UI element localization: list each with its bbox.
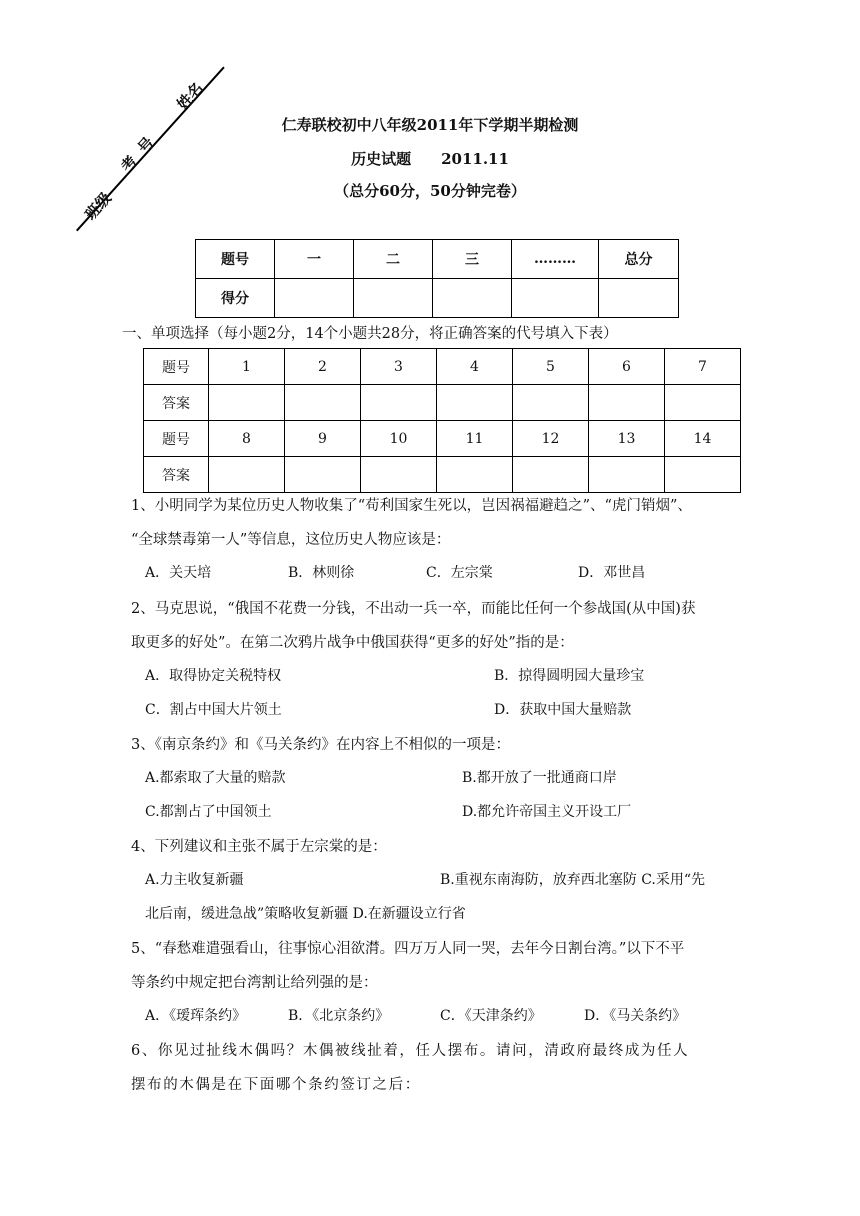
answer-cell[interactable] <box>513 457 589 493</box>
school-title: 仁寿联校初中八年级2011年下学期半期检测 <box>281 116 579 134</box>
score-table-points-row <box>196 279 679 318</box>
score-input-cell[interactable] <box>512 279 599 318</box>
answer-cell[interactable] <box>209 457 285 493</box>
q5-option-c: C．《天津条约》 <box>440 1008 542 1024</box>
q4-stem: 4、下列建议和主张不属于左宗棠的是： <box>131 839 387 855</box>
table-row <box>144 385 741 421</box>
question-number: 5 <box>513 349 589 385</box>
question-number: 4 <box>437 349 513 385</box>
question-number: 6 <box>589 349 665 385</box>
question-number: 3 <box>361 349 437 385</box>
q1-stem-line1: 1、小明同学为某位历史人物收集了“苟利国家生死以，岂因祸福避趋之”、“虎门销烟”、 <box>131 498 692 514</box>
q4-option-a: A.力主收复新疆 <box>145 872 244 888</box>
score-cell: ……… <box>512 240 599 279</box>
table-row <box>144 421 741 457</box>
subject-title: 历史试题 <box>351 150 412 168</box>
q5-option-d: D．《马关条约》 <box>584 1008 687 1024</box>
score-input-cell[interactable] <box>599 279 679 318</box>
section1-heading: 一、单项选择（每小题2分，14个小题共28分，将正确答案的代号填入下表） <box>122 326 618 342</box>
exam-note: （总分60分，50分钟完卷） <box>334 182 526 200</box>
answer-cell[interactable] <box>285 385 361 421</box>
q6-stem-line1: 6、你见过扯线木偶吗？木偶被线扯着，任人摆布。请问，清政府最终成为任人 <box>131 1043 690 1059</box>
answer-cell[interactable] <box>513 385 589 421</box>
row-label: 答案 <box>144 385 209 421</box>
question-number: 7 <box>665 349 741 385</box>
q1-stem-line2: “全球禁毒第一人”等信息，这位历史人物应该是： <box>131 532 451 548</box>
q2-option-c: C．割占中国大片领土 <box>145 702 282 718</box>
exam-date: 2011.11 <box>441 150 509 168</box>
q2-stem-line1: 2、马克思说，“俄国不花费一分钱，不出动一兵一卒，而能比任何一个参战国(从中国)获 <box>131 601 696 617</box>
subject-line <box>0 148 860 169</box>
q5-option-a: A．《瑷珲条约》 <box>145 1008 247 1024</box>
question-number: 13 <box>589 421 665 457</box>
answer-cell[interactable] <box>209 385 285 421</box>
score-table-header-row <box>196 240 679 279</box>
answer-cell[interactable] <box>665 385 741 421</box>
table-row <box>144 349 741 385</box>
question-number: 1 <box>209 349 285 385</box>
question-number: 8 <box>209 421 285 457</box>
score-cell: 题号 <box>196 240 275 279</box>
question-number: 14 <box>665 421 741 457</box>
q6-stem-line2: 摆布的木偶是在下面哪个条约签订之后： <box>131 1077 421 1093</box>
answer-cell[interactable] <box>589 385 665 421</box>
question-number: 12 <box>513 421 589 457</box>
q1-option-c: C．左宗棠 <box>426 565 493 581</box>
q4-option-line3: 北后南，缓进急战”策略收复新疆 D.在新疆设立行省 <box>145 906 466 922</box>
q2-option-b: B．掠得圆明园大量珍宝 <box>494 668 645 684</box>
answer-cell[interactable] <box>589 457 665 493</box>
score-input-cell[interactable] <box>433 279 512 318</box>
score-cell: 总分 <box>599 240 679 279</box>
q3-option-d: D.都允许帝国主义开设工厂 <box>462 804 632 820</box>
q1-option-d: D．邓世昌 <box>578 565 646 581</box>
q2-option-d: D．获取中国大量赔款 <box>494 702 632 718</box>
exam-number-label: 考号 <box>117 126 165 176</box>
q2-stem-line2: 取更多的好处”。在第二次鸦片战争中俄国获得“更多的好处”指的是： <box>131 635 574 651</box>
q3-option-c: C.都割占了中国领土 <box>145 804 272 820</box>
answer-cell[interactable] <box>665 457 741 493</box>
answer-cell[interactable] <box>361 457 437 493</box>
q3-option-b: B.都开放了一批通商口岸 <box>462 770 617 786</box>
q5-stem-line1: 5、“春愁难遣强看山，往事惊心泪欲潸。四万万人同一哭，去年今日割台湾。”以下不平 <box>131 941 685 957</box>
q5-option-b: B．《北京条约》 <box>288 1008 390 1024</box>
score-table <box>195 239 679 318</box>
q3-stem: 3、《南京条约》和《马关条约》在内容上不相似的一项是： <box>131 737 510 753</box>
q3-option-a: A.都索取了大量的赔款 <box>145 770 286 786</box>
question-number: 9 <box>285 421 361 457</box>
answer-cell[interactable] <box>437 457 513 493</box>
score-cell: 二 <box>354 240 433 279</box>
row-label: 题号 <box>144 349 209 385</box>
question-number: 11 <box>437 421 513 457</box>
name-label: 姓名 <box>173 79 207 114</box>
row-label: 题号 <box>144 421 209 457</box>
answer-cell[interactable] <box>361 385 437 421</box>
q1-option-a: A．关天培 <box>145 565 212 581</box>
q4-option-bc: B.重视东南海防，放弃西北塞防 C.采用“先 <box>440 872 706 888</box>
score-cell: 得分 <box>196 279 275 318</box>
score-cell: 三 <box>433 240 512 279</box>
class-label: 班级 <box>81 189 115 224</box>
score-input-cell[interactable] <box>275 279 354 318</box>
q1-option-b: B．林则徐 <box>288 565 355 581</box>
question-number: 10 <box>361 421 437 457</box>
answer-cell[interactable] <box>437 385 513 421</box>
score-cell: 一 <box>275 240 354 279</box>
question-number: 2 <box>285 349 361 385</box>
answer-table <box>143 348 741 493</box>
score-input-cell[interactable] <box>354 279 433 318</box>
answer-cell[interactable] <box>285 457 361 493</box>
row-label: 答案 <box>144 457 209 493</box>
q5-stem-line2: 等条约中规定把台湾割让给列强的是： <box>131 975 378 991</box>
table-row <box>144 457 741 493</box>
q2-option-a: A．取得协定关税特权 <box>145 668 282 684</box>
